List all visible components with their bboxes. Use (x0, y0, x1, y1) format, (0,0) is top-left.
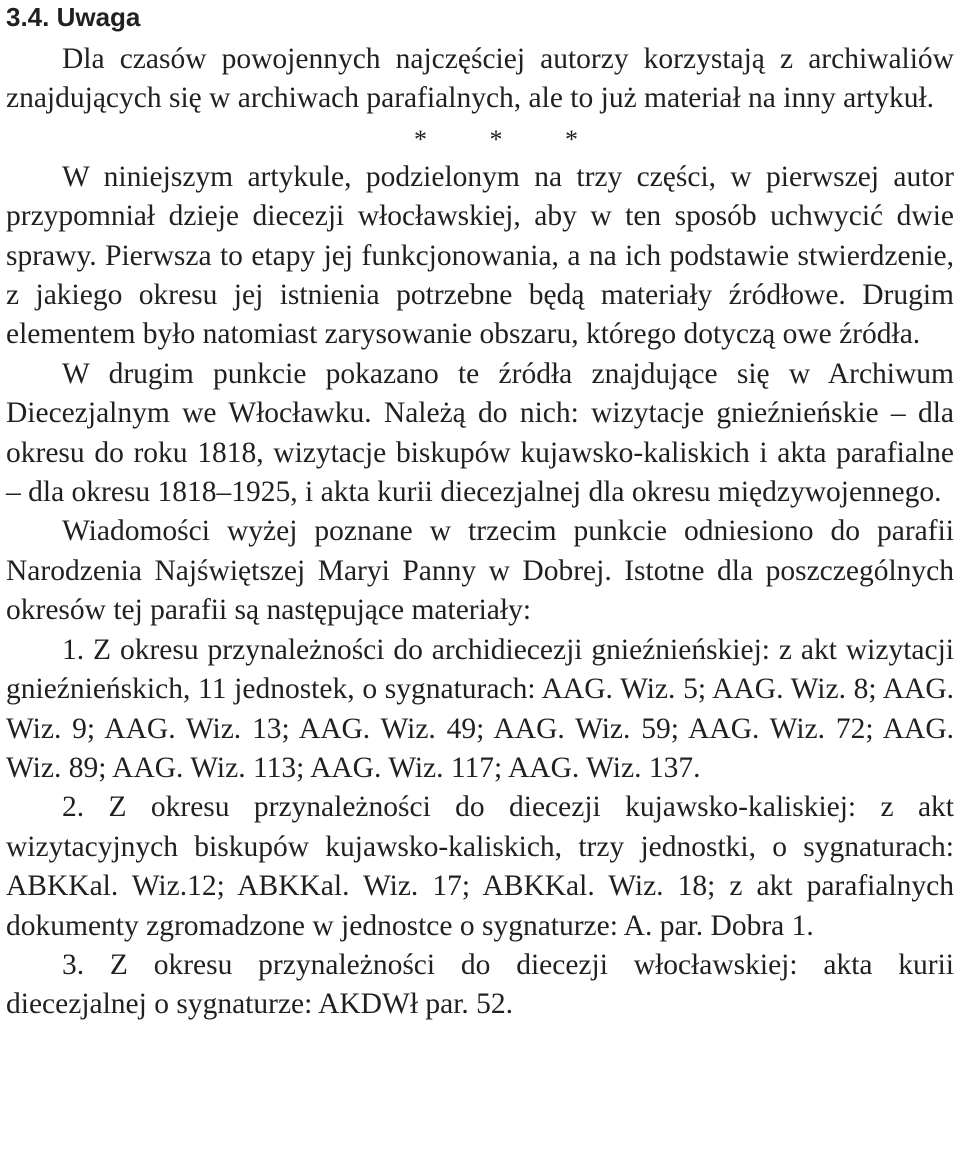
document-page (6, 0, 954, 1025)
section-heading: 3.4. Uwaga (6, 2, 141, 32)
list-item-3: 3. Z okresu przynależności do diecezji włocławskiej: akta kurii diecezjalnej o sygnaturze: AKDWł par. 52. (6, 948, 954, 1021)
summary-paragraph-3: Wiadomości wyżej poznane w trzecim punkcie odniesiono do parafii Narodzenia Najświętszej Maryi Panny w Dobrej. Istotne dla poszczególnych okresów tej parafii są następujące materiały: (6, 515, 954, 627)
intro-paragraph: Dla czasów powojennych najczęściej autorzy korzystają z archiwaliów znajdujących się w archiwach parafialnych, ale to już materiał na inny artykuł. (6, 43, 954, 115)
summary-paragraph-2: W drugim punkcie pokazano te źródła znajdujące się w Archiwum Diecezjalnym we Włocławku. Należą do nich: wizytacje gnieźnieńskie – dla okresu do roku 1818, wizytacje biskupów kujawsko-kaliskich i akta parafialne – dla okresu 1818–1925, i akta kurii diecezjalnej dla okresu międzywojennego. (6, 357, 954, 509)
list-item-1: 1. Z okresu przynależności do archidiecezji gnieźnieńskiej: z akt wizytacji gnieźnieńskich, 11 jednostek, o sygnaturach: AAG. Wiz. 5; AAG. Wiz. 8; AAG. Wiz. 9; AAG. Wiz. 13; AAG. Wiz. 49; AAG. Wiz. 59; AAG. Wiz. 72; AAG. Wiz. 89; AAG. Wiz. 113; AAG. Wiz. 117; AAG. Wiz. 137. (6, 633, 954, 784)
section-separator: * * * (414, 124, 606, 154)
summary-paragraph-1: W niniejszym artykule, podzielonym na trzy części, w pierwszej autor przypomniał dzieje diecezji włocławskiej, aby w ten sposób uchwycić dwie sprawy. Pierwsza to etapy jej funkcjonowania, a na ich podstawie stwierdzenie, z jakiego okresu jej istnienia potrzebne będą materiały źródłowe. Drugim elementem było natomiast zarysowanie obszaru, którego dotyczą owe źródła. (6, 160, 954, 351)
list-item-2: 2. Z okresu przynależności do diecezji kujawsko-kaliskiej: z akt wizytacyjnych biskupów kujawsko-kaliskich, trzy jednostki, o sygnaturach: ABKKal. Wiz.12; ABKKal. Wiz. 17; ABKKal. Wiz. 18; z akt parafialnych dokumenty zgromadzone w jednostce o sygnaturze: A. par. Dobra 1. (6, 791, 954, 942)
